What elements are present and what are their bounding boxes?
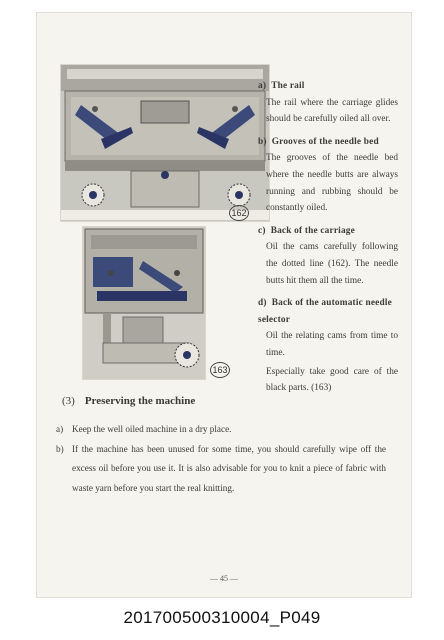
section-heading bbox=[62, 395, 195, 407]
section-number: (3) bbox=[62, 395, 75, 407]
section-b-heading bbox=[258, 134, 398, 151]
section-d-text-1: Oil the relating cams from time to time. bbox=[266, 331, 398, 358]
section-b-title: Grooves of the needle bed bbox=[271, 136, 379, 147]
section-c-text: Oil the cams carefully following the dotted line (162). The needle butts hit them all the time. bbox=[266, 242, 398, 286]
maintenance-instructions-column bbox=[258, 72, 398, 399]
needle-selector-photo-163 bbox=[82, 226, 206, 380]
section-a-title: The rail bbox=[271, 81, 305, 91]
figure-number-162: 162 bbox=[229, 205, 249, 221]
section-d bbox=[258, 295, 398, 397]
list-item-text: If the machine has been unused for some time, you should carefully wipe off the excess oil before you use it. It is also advisable for you to knit a piece of fabric with waste yarn before you start the real knitting. bbox=[72, 443, 386, 493]
list-item-label: a) bbox=[56, 424, 64, 434]
section-d-text-2: Especially take good care of the black parts. (163) bbox=[266, 366, 398, 394]
list-item bbox=[56, 420, 386, 440]
list-item-text: Keep the well oiled machine in a dry place. bbox=[72, 424, 232, 434]
document-page bbox=[36, 12, 412, 598]
list-item bbox=[56, 440, 386, 499]
section-a-text: The rail where the carriage glides should be carefully oiled all over. bbox=[266, 97, 398, 125]
section-c-label: c) bbox=[258, 225, 266, 236]
carriage-photo-162 bbox=[60, 64, 270, 222]
section-title: Preserving the machine bbox=[84, 395, 196, 407]
section-b-text: The grooves of the needle bed where the needle butts are always running and rubbing should be constantly oiled. bbox=[266, 153, 398, 214]
page-number: — 45 — bbox=[210, 574, 238, 583]
section-c bbox=[258, 223, 398, 289]
section-a bbox=[258, 78, 398, 128]
section-a-label: a) bbox=[258, 81, 267, 91]
section-d-heading bbox=[258, 295, 398, 328]
section-a-heading bbox=[258, 78, 398, 95]
section-d-label: d) bbox=[258, 298, 267, 309]
section-b bbox=[258, 134, 398, 217]
list-item-label: b) bbox=[56, 443, 64, 454]
preserving-list bbox=[56, 420, 386, 498]
section-c-heading bbox=[258, 223, 398, 240]
section-c-title: Back of the carriage bbox=[270, 225, 355, 236]
image-caption: 201700500310004_P049 bbox=[123, 608, 321, 627]
section-b-label: b) bbox=[258, 136, 267, 147]
figure-number-163: 163 bbox=[210, 362, 230, 378]
section-d-title: Back of the automatic needle selector bbox=[258, 298, 392, 325]
